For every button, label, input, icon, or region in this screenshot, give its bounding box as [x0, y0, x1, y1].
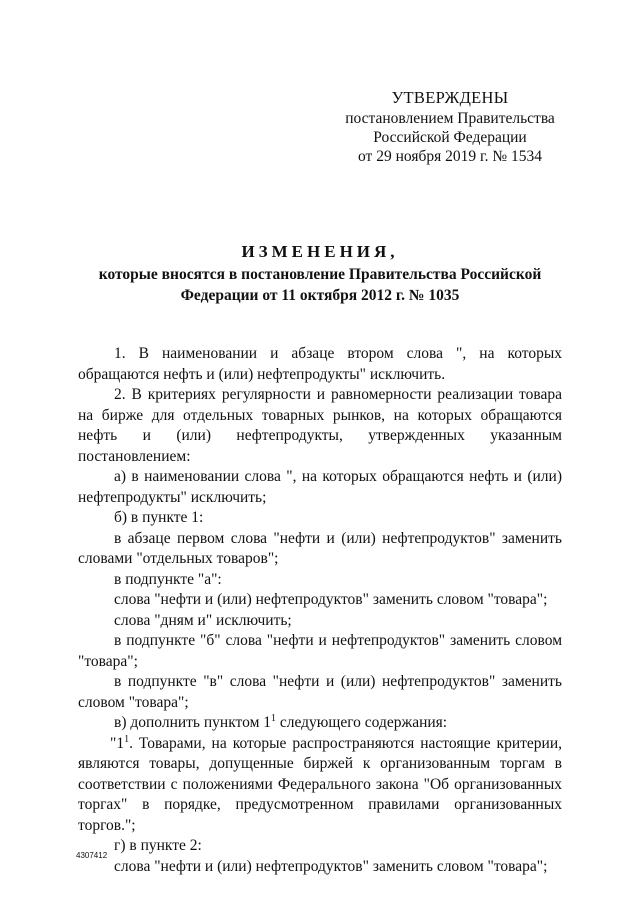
document-title	[70, 240, 570, 306]
paragraph-12-text: "1	[110, 734, 125, 752]
paragraph-8: слова "дням и" исключить;	[114, 611, 292, 629]
paragraph-11	[78, 713, 562, 734]
document-number: 4307412	[76, 851, 108, 860]
paragraph-2: 2. В критериях регулярности и равномерности реализации товара на бирже для отдельных товарных рынков, на которых обращаются нефть и (или) нефтепродукты, утвержденных указанным постановлением:	[78, 386, 562, 465]
approval-line-2: Российской Федерации	[373, 129, 527, 146]
title-subtitle-line-1: которые вносятся в постановление Правительства Российской	[98, 266, 542, 283]
paragraph-13: г) в пункте 2:	[114, 837, 202, 854]
paragraph-14: слова "нефти и (или) нефтепродуктов" заменить словом "товара";	[114, 857, 548, 875]
title-subtitle-line-2: Федерации от 11 октября 2012 г. № 1035	[180, 287, 460, 304]
paragraph-12	[78, 734, 562, 837]
paragraph-11-superscript: 1	[271, 713, 276, 724]
approval-line-1: постановлением Правительства	[345, 110, 555, 127]
paragraph-5: в абзаце первом слова "нефти и (или) нефтепродуктов" заменить словами "отдельных товаров";	[78, 529, 562, 567]
paragraph-12-superscript: 1	[124, 733, 130, 745]
approval-heading: УТВЕРЖДЕНЫ	[391, 88, 509, 107]
paragraph-4: б) в пункте 1:	[114, 509, 204, 526]
approval-stamp	[340, 88, 560, 166]
paragraph-12-text-end: . Товарами, на которые распространяются настоящие критерии, являются товары, допущенные биржей к организованным торгам в соответствии с положениями Федерального закона "Об организованных торгах" в порядке, предусмотренном правилами организованных торгов.";	[78, 734, 562, 834]
paragraph-9: в подпункте "б" слова "нефти и нефтепродуктов" заменить словом "товара";	[78, 632, 562, 670]
paragraph-6: в подпункте "а":	[114, 570, 222, 588]
paragraph-11-text: в) дополнить пунктом 1	[114, 714, 271, 731]
paragraph-3: а) в наименовании слова ", на которых обращаются нефть и (или) нефтепродукты" исключить;	[78, 468, 562, 506]
paragraph-7: слова "нефти и (или) нефтепродуктов" заменить словом "товара";	[114, 591, 548, 608]
paragraph-11-text-end: следующего содержания:	[276, 714, 448, 731]
approval-line-3: от 29 ноября 2019 г. № 1534	[358, 148, 542, 165]
document-body	[78, 344, 562, 877]
paragraph-10: в подпункте "в" слова "нефти и (или) нефтепродуктов" заменить словом "товара";	[78, 673, 562, 711]
title-main: ИЗМЕНЕНИЯ,	[241, 242, 399, 261]
paragraph-1: 1. В наименовании и абзаце втором слова ", на которых обращаются нефть и (или) нефтепродукты" исключить.	[78, 345, 562, 383]
